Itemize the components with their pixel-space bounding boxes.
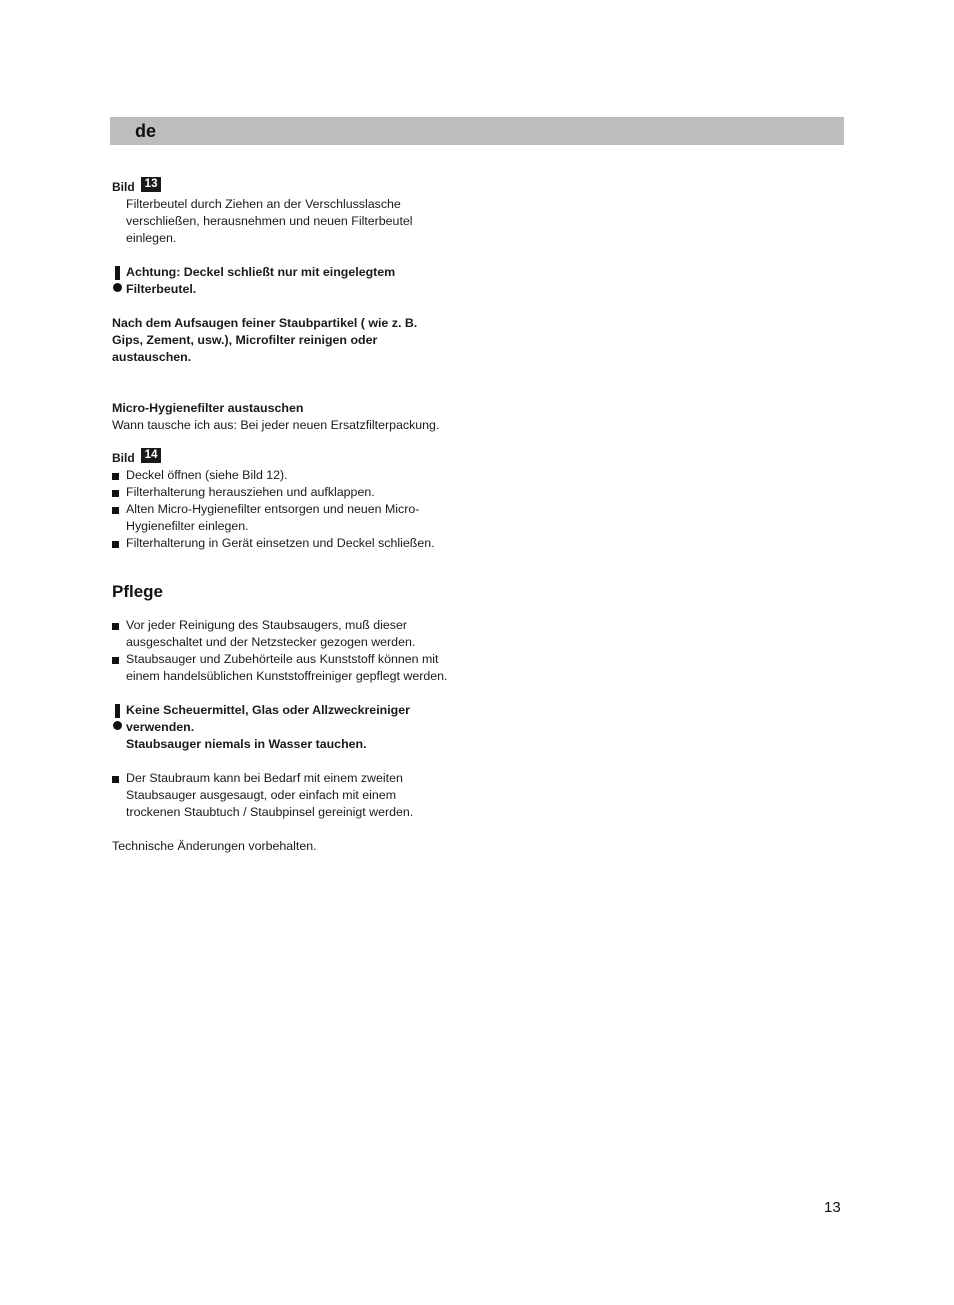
- figure-label: Bild: [112, 451, 135, 465]
- warning-text-line: Staubsauger niemals in Wasser tauchen.: [126, 737, 367, 751]
- microfilter-note: Nach dem Aufsaugen feiner Staubpartikel ( wie z. B. Gips, Zement, usw.), Microfilter reinigen oder austauschen.: [112, 316, 418, 364]
- bullet-square-icon: [112, 490, 119, 497]
- microfilter-heading: Micro-Hygienefilter austauschen: [112, 401, 304, 415]
- care-list: [112, 617, 458, 685]
- language-header-bar: [110, 117, 844, 145]
- bullet-square-icon: [112, 657, 119, 664]
- list-item: Staubsauger und Zubehörteile aus Kunststoff können mit einem handelsüblichen Kunststoffreiniger gepflegt werden.: [112, 651, 458, 685]
- list-item: Deckel öffnen (siehe Bild 12).: [112, 467, 452, 484]
- warning-icon: [112, 704, 122, 730]
- list-item: Filterhalterung in Gerät einsetzen und Deckel schließen.: [112, 535, 452, 552]
- bullet-square-icon: [112, 541, 119, 548]
- figure-number-badge: 14: [141, 448, 162, 463]
- list-item: Filterhalterung herausziehen und aufklappen.: [112, 484, 452, 501]
- figure-label: Bild: [112, 180, 135, 194]
- list-item: Vor jeder Reinigung des Staubsaugers, muß dieser ausgeschaltet und der Netzstecker gezogen werden.: [112, 617, 446, 651]
- bullet-square-icon: [112, 623, 119, 630]
- filterbag-instruction: Filterbeutel durch Ziehen an der Verschlusslasche verschließen, herausnehmen und neuen Filterbeutel einlegen.: [126, 197, 413, 245]
- microfilter-subtext: Wann tausche ich aus: Bei jeder neuen Ersatzfilterpackung.: [112, 418, 440, 432]
- warning-block: [112, 702, 472, 753]
- manual-content: [112, 176, 472, 855]
- footnote: Technische Änderungen vorbehalten.: [112, 839, 317, 853]
- warning-text-line: Keine Scheuermittel, Glas oder Allzweckreiniger: [126, 703, 410, 717]
- figure-reference-13: [112, 176, 472, 196]
- warning-text-line: Achtung: Deckel schließt nur mit eingelegtem: [126, 265, 396, 279]
- replacement-steps-list: [112, 467, 452, 552]
- warning-icon: [112, 266, 122, 292]
- figure-reference-14: [112, 447, 472, 467]
- list-item: Der Staubraum kann bei Bedarf mit einem zweiten Staubsauger ausgesaugt, oder einfach mit einem trockenen Staubtuch / Staubpinsel gereinigt werden.: [112, 770, 442, 821]
- figure-number-badge: 13: [141, 177, 162, 192]
- warning-block: [112, 264, 472, 298]
- section-title-pflege: Pflege: [112, 582, 164, 601]
- warning-text-line: Filterbeutel.: [126, 282, 197, 296]
- language-code: de: [135, 121, 157, 141]
- bullet-square-icon: [112, 473, 119, 480]
- list-item: Alten Micro-Hygienefilter entsorgen und neuen Micro-Hygienefilter einlegen.: [112, 501, 438, 535]
- care-list-2: [112, 770, 442, 821]
- bullet-square-icon: [112, 507, 119, 514]
- bullet-square-icon: [112, 776, 119, 783]
- page-number: 13: [824, 1199, 841, 1216]
- warning-text-line: verwenden.: [126, 720, 195, 734]
